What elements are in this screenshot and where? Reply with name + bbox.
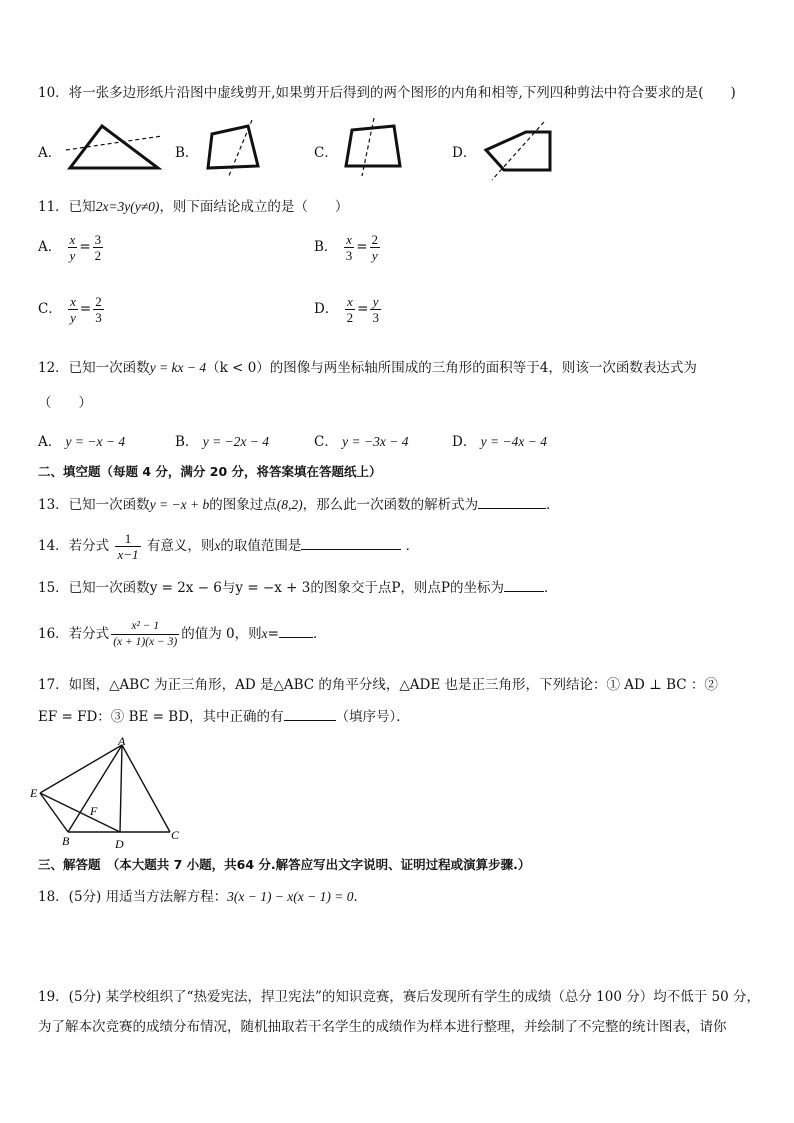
question-13-text [38,494,560,514]
q14-variable: x [214,538,221,553]
q14-fraction-den: x−1 [117,547,139,562]
q10-option-b-label: B． [175,145,199,161]
q17-label-e: E [30,786,38,800]
q12-option-a-expr: y = −x − 4 [65,434,126,449]
q11-stem-a: 11．已知 [38,199,96,215]
q11-option-b-label: B． [314,239,338,255]
q11-d-left-den: 2 [346,310,354,325]
q12-option-b-expr: y = −2x − 4 [202,434,270,449]
q17-label-b: B [62,834,70,848]
q15-stem-a: 15．已知一次函数 [38,580,150,596]
q10-figure-b [200,118,270,180]
q17-answer-blank[interactable] [284,706,336,721]
q11-c-right-num: 2 [95,294,102,309]
q12-answer-paren: （ ） [38,395,92,411]
q16-stem-b: 的值为 0，则 [181,626,262,642]
q12-stem-a: 12．已知一次函数 [38,360,150,376]
q14-stem-c: 的取值范围是 [220,538,302,554]
q17-label-d: D [115,837,124,851]
q11-option-a: A． $\frac{x}{y}$ = $\frac{3}{2}$ [38,232,102,263]
q16-stem-a: 16．若分式 [38,626,110,642]
question-17-line-1: 17．如图，△ABC 为正三角形，AD 是△ABC 的角平分线，△ADE 也是正三角形，下列结论：① AD ⊥ BC ：② [38,677,718,693]
question-18-text [38,888,367,906]
q11-stem-b: ，则下面结论成立的是（ ） [159,199,349,215]
q12-option-a [38,430,125,450]
q12-option-a-label: A． [38,434,62,450]
q11-a-left-den: y [69,248,76,263]
q18-end: ． [353,889,367,905]
q13-end: ． [546,497,560,513]
q11-a-right-den: 2 [94,248,102,263]
q13-answer-blank[interactable] [478,494,546,509]
q11-option-d-label: D． [314,301,339,317]
q17-triangle-figure [30,733,190,851]
q14-stem-b: 有意义，则 [146,538,215,554]
question-15-text [38,577,558,597]
q11-c-right-den: 3 [95,310,102,325]
q17-label-c: C [171,828,180,842]
q14-answer-blank[interactable] [301,535,401,550]
q16-variable: x [261,626,268,641]
q18-equation: 3(x − 1) − x(x − 1) = 0 [227,889,354,904]
q11-option-c-label: C． [38,301,62,317]
q14-end: ． [405,538,420,554]
q17-label-a: A [118,734,126,748]
question-11-text [38,198,348,216]
q11-option-b: B． $\frac{x}{3}$ = $\frac{2}{y}$ [314,232,379,263]
q16-end: ． [312,626,327,642]
q13-point: (8,2) [276,497,303,512]
q12-option-d-expr: y = −4x − 4 [480,434,547,449]
q11-d-right-num: y [370,294,381,310]
q12-option-d [452,430,547,450]
q18-stem: 18．(5分) 用适当方法解方程： [38,889,228,905]
q10-figure-d [480,120,560,182]
q10-figure-a [64,122,164,172]
question-19-line-1: 19．(5分) 某学校组织了“热爱宪法，捍卫宪法”的知识竞赛，赛后发现所有学生的成绩（总分 100 分）均不低于 50 分， [38,989,761,1005]
q11-a-right-num: 3 [94,232,102,247]
q11-b-right-num: 2 [371,232,379,247]
q10-option-d-label: D． [452,145,477,161]
q12-option-b-label: B． [175,434,199,450]
q11-d-left-num: x [345,294,356,310]
q16-answer-blank[interactable] [279,623,313,638]
question-19-line-2: 为了解本次竞赛的成绩分布情况，随机抽取若干名学生的成绩作为样本进行整理，并绘制了不完整的统计图表，请你 [38,1019,727,1035]
q11-b-left-den: 3 [345,248,353,263]
q12-option-c-label: C． [314,434,338,450]
q11-b-left-num: x [344,232,355,248]
q11-c-left-num: x [70,294,76,309]
q15-function-1: y = 2x − 6 [149,580,222,596]
q12-stem-b: （k < 0）的图像与两坐标轴所围成的三角形的面积等于4，则该一次函数表达式为 [206,360,697,376]
q13-stem-b: 的图象过点 [209,497,277,513]
q12-option-c [314,430,408,450]
question-14-text [38,528,419,564]
q10-option-c-label: C． [314,145,338,161]
question-12-text [38,359,697,377]
q12-option-d-label: D． [452,434,477,450]
q13-stem-c: ，那么此一次函数的解析式为 [302,497,479,513]
question-16-text [38,616,326,652]
q15-end: ． [544,580,558,596]
q12-option-b [175,430,269,450]
q11-b-right-den: y [371,248,378,263]
question-10-text: 10．将一张多边形纸片沿图中虚线剪开,如果剪开后得到的两个图形的内角和相等,下列四种剪法中符合要求的是( ) [38,85,736,101]
q11-option-d: D． $\frac{x}{2}$ = $\frac{y}{3}$ [314,294,379,325]
q10-figure-c [340,116,410,178]
section-2-heading: 二、填空题（每题 4 分，满分 20 分，将答案填在答题纸上） [38,464,382,479]
q14-stem-a: 14．若分式 [38,538,110,554]
q15-stem-c: 的图象交于点P，则点P的坐标为 [310,580,505,596]
q11-option-a-label: A． [38,239,62,255]
q17-label-f: F [90,804,98,818]
q12-function: y = kx − 4 [149,360,207,375]
q16-fraction-den: (x + 1)(x − 3) [113,636,178,648]
q15-stem-b: 与 [221,580,236,596]
q12-option-c-expr: y = −3x − 4 [342,434,409,449]
q11-d-right-den: 3 [372,310,379,325]
q16-fraction-num: x² − 1 [111,619,179,635]
question-17-line-2 [38,706,410,726]
q15-answer-blank[interactable] [504,577,544,592]
q17-line-2-b: （填序号）． [335,709,410,725]
q11-c-left-den: y [70,310,76,325]
q14-fraction-num: 1 [115,531,140,547]
q15-function-2: y = −x + 3 [235,580,311,596]
q16-equals: = [267,626,279,642]
section-3-heading: 三、解答题 （本大题共 7 小题，共64 分.解答应写出文字说明、证明过程或演算步骤.） [38,857,531,872]
q11-option-c: C． $\frac{x}{y}$ = $\frac{2}{3}$ [38,294,102,325]
q13-stem-a: 13．已知一次函数 [38,497,150,513]
q11-a-left-num: x [69,232,76,247]
q13-function: y = −x + b [149,497,210,512]
q10-option-a-label: A． [38,145,62,161]
q17-line-2-a: EF = FD：③ BE = BD，其中正确的有 [38,709,284,725]
q11-condition: 2x=3y(y≠0) [95,199,160,214]
